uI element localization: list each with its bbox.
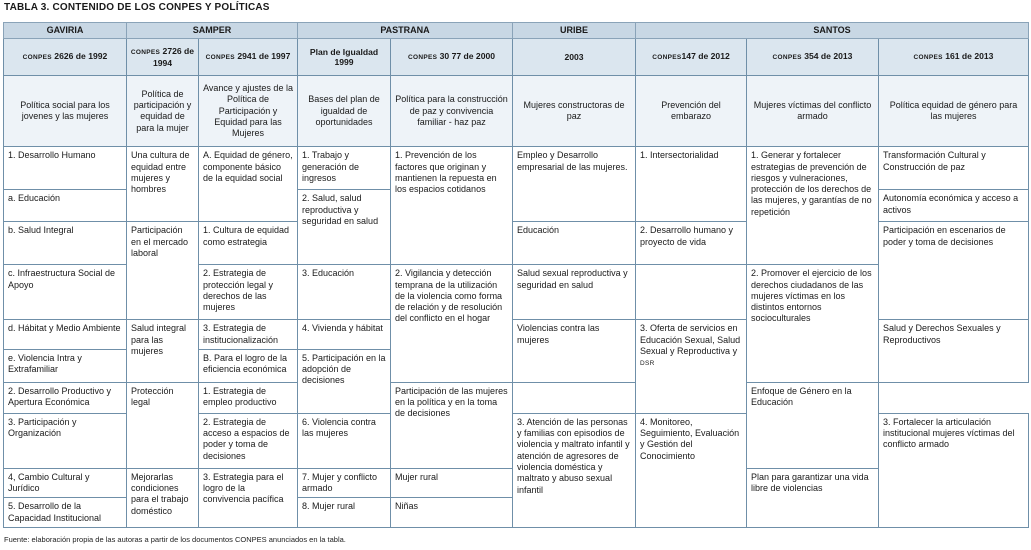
table-cell: 1. Cultura de equidad como estrategia <box>199 222 298 265</box>
table-cell: Plan para garantizar una vida libre de violencias <box>747 468 879 527</box>
table-cell: 1. Intersectorialidad <box>636 147 747 222</box>
president-gaviria: GAVIRIA <box>4 23 127 39</box>
table-cell: 3. Fortalecer la articulación institucional mujeres víctimas del conflicto armado <box>879 413 1029 527</box>
table-cell: 8. Mujer rural <box>298 498 391 528</box>
table-cell: 1. Trabajo y generación de ingresos <box>298 147 391 190</box>
table-cell: Salud sexual reproductiva y seguridad en salud <box>513 265 636 320</box>
table-cell: Una cultura de equidad entre mujeres y hombres <box>127 147 199 222</box>
table-cell: Autonomía económica y acceso a activos <box>879 190 1029 222</box>
table-cell: 4. Monitoreo, Seguimiento, Evaluación y Gestión del Conocimiento <box>636 413 747 527</box>
policy-name: Mujeres víctimas del conflicto armado <box>747 76 879 147</box>
doc-code: CONPES 354 de 2013 <box>747 39 879 76</box>
president-pastrana: PASTRANA <box>298 23 513 39</box>
table-cell: 3. Estrategia de institucionalización <box>199 320 298 350</box>
table-cell: d. Hábitat y Medio Ambiente <box>4 320 127 350</box>
table-cell: 5. Participación en la adopción de decisiones <box>298 349 391 413</box>
table-cell <box>513 382 636 413</box>
doc-code: CONPES 30 77 de 2000 <box>391 39 513 76</box>
table-cell: Participación en escenarios de poder y toma de decisiones <box>879 222 1029 320</box>
table-cell: b. Salud Integral <box>4 222 127 265</box>
president-samper: SAMPER <box>127 23 298 39</box>
policy-name: Política para la construcción de paz y convivencia familiar - haz paz <box>391 76 513 147</box>
table-title: TABLA 3. CONTENIDO DE LOS CONPES Y POLÍTICAS <box>4 2 270 13</box>
table-cell: Participación de las mujeres en la política y en la toma de decisiones <box>391 382 513 468</box>
table-cell: A. Equidad de género, componente básico de la equidad social <box>199 147 298 222</box>
doc-code: CONPES 2941 de 1997 <box>199 39 298 76</box>
table-cell: Salud integral para las mujeres <box>127 320 199 383</box>
table-cell: c. Infraestructura Social de Apoyo <box>4 265 127 320</box>
table-cell: 1. Prevención de los factores que originan y mantienen la repuesta en los espacios cotidanos <box>391 147 513 265</box>
table-cell: Educación <box>513 222 636 265</box>
president-santos: SANTOS <box>636 23 1029 39</box>
policy-name: Bases del plan de igualdad de oportunidades <box>298 76 391 147</box>
table-cell: Transformación Cultural y Construcción de paz <box>879 147 1029 190</box>
table-cell: 2. Salud, salud reproductiva y seguridad en salud <box>298 190 391 265</box>
table-cell: a. Educación <box>4 190 127 222</box>
table-cell: 3. Participación y Organización <box>4 413 127 468</box>
table-cell: 2. Promover el ejercicio de los derechos ciudadanos de las mujeres víctimas en los distintos entornos socioculturales <box>747 265 879 383</box>
policy-row <box>4 76 1029 147</box>
table-cell: 3. Educación <box>298 265 391 320</box>
president-uribe: URIBE <box>513 23 636 39</box>
table-cell: 2. Estrategia de protección legal y derechos de las mujeres <box>199 265 298 320</box>
table-cell: 1. Desarrollo Humano <box>4 147 127 190</box>
table-cell: 6. Violencia contra las mujeres <box>298 413 391 468</box>
table-cell: 2. Desarrollo humano y proyecto de vida <box>636 222 747 265</box>
document-header-row <box>4 39 1029 76</box>
table-cell: 2. Estrategia de acceso a espacios de poder y toma de decisiones <box>199 413 298 468</box>
table-cell: Salud y Derechos Sexuales y Reproductivos <box>879 320 1029 383</box>
doc-code: CONPES147 de 2012 <box>636 39 747 76</box>
policy-name: Prevención del embarazo <box>636 76 747 147</box>
table-cell: Protección legal <box>127 382 199 468</box>
policy-name: Mujeres constructoras de paz <box>513 76 636 147</box>
table-cell: Enfoque de Género en la Educación <box>747 382 879 468</box>
table-cell: Empleo y Desarrollo empresarial de las mujeres. <box>513 147 636 222</box>
table-cell: 1. Generar y fortalecer estrategias de prevención de riesgos y vulneraciones, protección de los derechos de las mujeres, y garantías de no repetición <box>747 147 879 265</box>
doc-code: 2003 <box>513 39 636 76</box>
table-cell: 2. Desarrollo Productivo y Apertura Económica <box>4 382 127 413</box>
policy-name: Política de participación y equidad de para la mujer <box>127 76 199 147</box>
table-cell: Niñas <box>391 498 513 528</box>
table-cell: 1. Estrategia de empleo productivo <box>199 382 298 413</box>
table-footnote: Fuente: elaboración propia de las autoras a partir de los documentos CONPES anunciados en la tabla. <box>4 535 346 544</box>
table-cell: Violencias contra las mujeres <box>513 320 636 383</box>
table-cell <box>636 265 747 320</box>
table-cell: e. Violencia Intra y Extrafamiliar <box>4 349 127 382</box>
table-cell: 7. Mujer y conflicto armado <box>298 468 391 498</box>
table-cell: 4. Vivienda y hábitat <box>298 320 391 350</box>
policy-name: Política equidad de género para las mujeres <box>879 76 1029 147</box>
table-cell: 5. Desarrollo de la Capacidad Institucional <box>4 498 127 528</box>
president-header-row <box>4 23 1029 39</box>
table-cell: 4, Cambio Cultural y Jurídico <box>4 468 127 498</box>
doc-code: CONPES 2726 de 1994 <box>127 39 199 76</box>
table-cell: Participación en el mercado laboral <box>127 222 199 320</box>
table-cell: 3. Atención de las personas y familias con episodios de violencia y maltrato infantil y atención de agresores de violencia doméstica y maltrato y abuso sexual infantil <box>513 413 636 527</box>
doc-code: CONPES 2626 de 1992 <box>4 39 127 76</box>
policy-name: Avance y ajustes de la Política de Participación y Equidad para las Mujeres <box>199 76 298 147</box>
policy-name: Política social para los jovenes y las mujeres <box>4 76 127 147</box>
doc-code: CONPES 161 de 2013 <box>879 39 1029 76</box>
table-cell: 3. Estrategia para el logro de la convivencia pacífica <box>199 468 298 527</box>
table-cell: Mejorarlas condiciones para el trabajo doméstico <box>127 468 199 527</box>
conpes-table <box>3 22 1029 528</box>
table-cell: 3. Oferta de servicios en Educación Sexual, Salud Sexual y Reproductiva y DSR <box>636 320 747 414</box>
table-cell: B. Para el logro de la eficiencia económica <box>199 349 298 382</box>
doc-code: Plan de Igualdad 1999 <box>298 39 391 76</box>
table-cell: 2. Vigilancia y detección temprana de la utilización de la violencia como forma de relación y de resolución del conflicto en el hogar <box>391 265 513 383</box>
table-cell: Mujer rural <box>391 468 513 498</box>
